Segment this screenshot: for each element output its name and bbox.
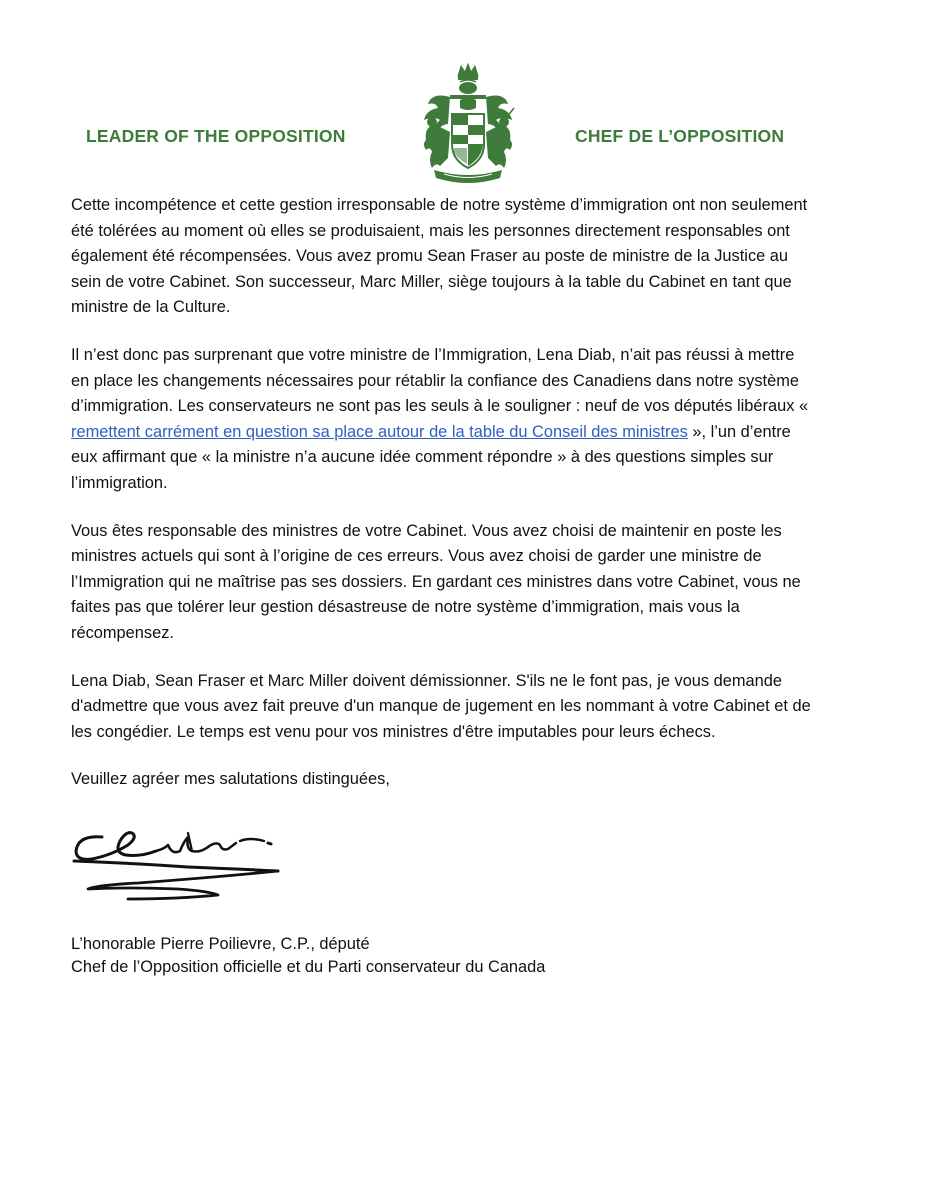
paragraph-3: Vous êtes responsable des ministres de votre Cabinet. Vous avez choisi de maintenir en poste les ministres actuels qui sont à l’origine de ces erreurs. Vous avez choisi de garder une ministre de l’Immigration qui ne maîtrise pas ses dossiers. En gardant ces ministres dans votre Cabinet, vous ne faites pas que tolérer leur gestion désastreuse de notre système d’immigration, mais vous la récompensez. [71,521,801,642]
article-link[interactable]: remettent carrément en question sa place autour de la table du Conseil des ministres [71,422,688,441]
paragraph-2-text-before: Il n’est donc pas surprenant que votre ministre de l’Immigration, Lena Diab, n’ait pas réussi à mettre en place les changements nécessaires pour rétablir la confiance des Canadiens dans notre système d’immigration. Les conservateurs ne sont pas les seuls à le souligner : neuf de vos députés libéraux « [71,345,809,416]
letterhead [0,0,928,190]
signatory-title: Chef de l’Opposition officielle et du Parti conservateur du Canada [71,958,546,976]
letterhead-title-fr: CHEF DE L’OPPOSITION [575,126,785,146]
handwritten-signature-icon [68,815,288,930]
signatory-name: L’honorable Pierre Poilievre, C.P., député [71,935,370,953]
paragraph-2-text-after: », l’un d’entre eux affirmant que « la ministre n’a aucune idée comment répondre » à des questions simples sur l’immigration. [71,422,791,492]
paragraph-1: Cette incompétence et cette gestion irresponsable de notre système d’immigration ont non seulement été tolérées au moment où elles se produisaient, mais les personnes directement responsables ont également été récompensées. Vous avez promu Sean Fraser au poste de ministre de la Justice au sein de votre Cabinet. Son successeur, Marc Miller, siège toujours à la table du Cabinet en tant que ministre de la Culture. [71,196,808,317]
signature-block [71,933,545,979]
paragraph-2 [71,343,816,497]
letter-body [71,193,816,815]
letterhead-title-en: LEADER OF THE OPPOSITION [86,126,346,146]
paragraph-4: Lena Diab, Sean Fraser et Marc Miller doivent démissionner. S'ils ne le font pas, je vous demande d'admettre que vous avez fait preuve d'un manque de jugement en les nommant à votre Cabinet et de les congédier. Le temps est venu pour vos ministres d'être imputables pour leurs échecs. [71,671,811,741]
closing-salutation: Veuillez agréer mes salutations distinguées, [71,770,390,789]
coat-of-arms-icon [414,62,522,188]
